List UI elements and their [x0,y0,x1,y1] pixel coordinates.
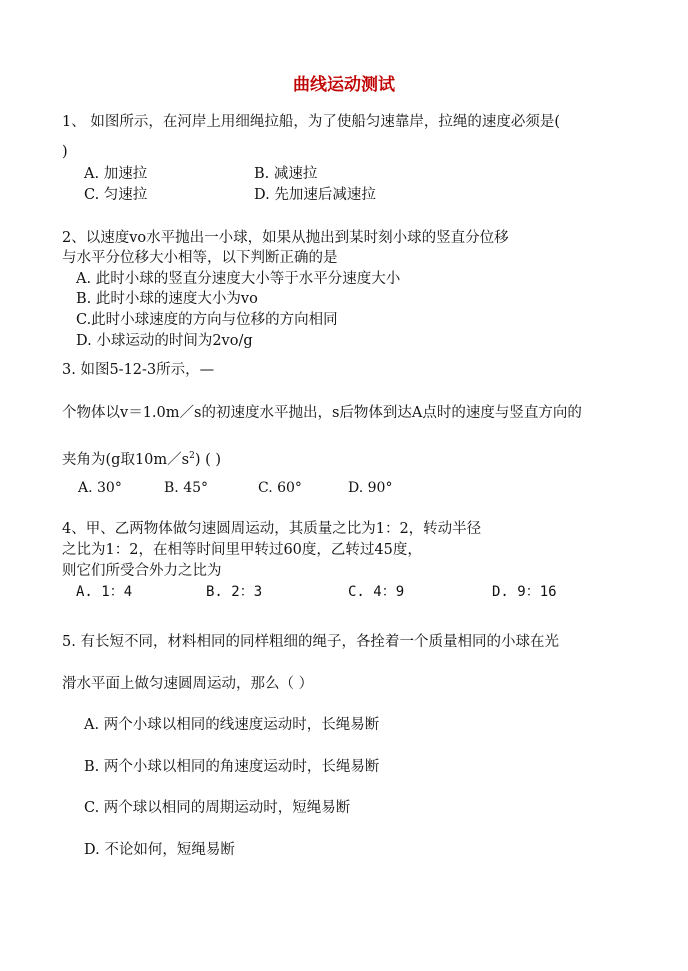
q2-option-b: B. 此时小球的速度大小为vo [76,291,258,307]
q4-option-b: B. 2：3 [206,584,263,600]
q2-stem-line-1: 2、以速度vo水平抛出一小球，如果从抛出到某时刻小球的竖直分位移 [62,230,509,246]
q2-option-c: C.此时小球速度的方向与位移的方向相同 [76,312,338,328]
q5-option-c: C. 两个球以相同的周期运动时，短绳易断 [84,800,351,816]
q4-stem-line-1: 4、甲、乙两物体做匀速圆周运动，其质量之比为1：2，转动半径 [62,521,482,537]
q3-stem-line-1: 3. 如图5-12-3所示，— [62,362,215,378]
q4-option-d: D. 9：16 [492,584,557,600]
q3-option-a: A. 30° [78,480,122,496]
q1-option-a: A. 加速拉 [84,166,148,182]
q5-option-b: B. 两个小球以相同的角速度运动时，长绳易断 [84,759,380,775]
page-title: 曲线运动测试 [293,75,395,95]
q1-stem-line-1: 1、 如图所示，在河岸上用细绳拉船，为了使船匀速靠岸，拉绳的速度必须是( [62,114,560,130]
q3-stem-line-3-end: ) ( ) [194,451,222,468]
q3-option-c: C. 60° [258,480,302,496]
q1-option-d: D. 先加速后减速拉 [254,187,376,203]
q2-stem-line-2: 与水平分位移大小相等，以下判断正确的是 [62,250,338,266]
q1-option-c: C. 匀速拉 [84,187,148,203]
q3-stem-superscript: 2 [189,451,195,461]
q2-option-d: D. 小球运动的时间为2vo/g [76,333,253,349]
q4-stem-line-2: 之比为1：2，在相等时间里甲转过60度，乙转过45度， [62,542,422,558]
q3-option-b: B. 45° [164,480,209,496]
q3-stem-line-2: 个物体以v＝1.0m／s的初速度水平抛出，s后物体到达A点时的速度与竖直方向的 [62,405,582,421]
q5-option-a: A. 两个小球以相同的线速度运动时，长绳易断 [84,717,380,733]
q5-option-d: D. 不论如何，短绳易断 [84,842,235,858]
q1-option-b: B. 减速拉 [254,166,318,182]
q4-option-a: A. 1：4 [76,584,133,600]
q4-option-c: C. 4：9 [348,584,405,600]
q1-stem-line-2: ) [62,144,68,160]
q4-stem-line-3: 则它们所受合外力之比为 [62,563,222,579]
q2-option-a: A. 此时小球的竖直分速度大小等于水平分速度大小 [76,271,401,287]
q5-stem-line-1: 5. 有长短不同，材料相同的同样粗细的绳子，各拴着一个质量相同的小球在光 [62,634,559,650]
q3-stem-line-3-text: 夹角为(g取10m／s [62,451,190,468]
q3-option-d: D. 90° [348,480,393,496]
q5-stem-line-2: 滑水平面上做匀速圆周运动，那么（ ） [62,676,314,692]
q3-stem-line-3 [62,446,221,470]
